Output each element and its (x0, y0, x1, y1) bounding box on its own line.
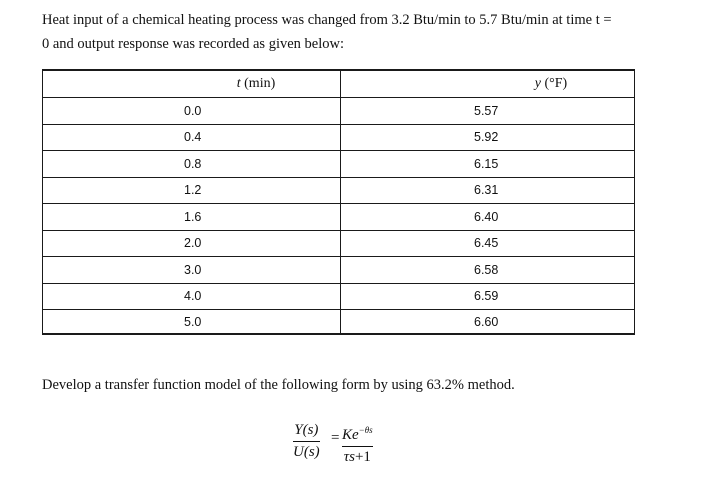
time-cell (43, 204, 341, 231)
time-cell (43, 230, 341, 257)
time-value: 0.8 (184, 156, 202, 171)
output-cell (341, 151, 635, 178)
table-row (43, 98, 635, 125)
column-header-time (43, 70, 341, 98)
time-cell (43, 177, 341, 204)
output-cell (341, 98, 635, 125)
table-row (43, 204, 635, 231)
time-value: 0.4 (184, 130, 202, 145)
table-row (43, 257, 635, 284)
output-value: 6.15 (474, 156, 499, 171)
rhs-denominator-term: τs (343, 449, 355, 465)
intro-line-1: Heat input of a chemical heating process was changed from 3.2 Btu/min to 5.7 Btu/min at time t = (42, 12, 612, 28)
table-body (43, 98, 635, 335)
time-value: 3.0 (184, 262, 202, 277)
rhs-numerator-base: Ke (342, 427, 359, 443)
table-header-row (43, 70, 635, 98)
rhs-numerator-exponent: −θs (358, 425, 373, 435)
lhs-numerator: Y(s) (294, 422, 319, 438)
rhs-fraction (342, 421, 373, 467)
output-cell (341, 204, 635, 231)
time-cell (43, 283, 341, 310)
table-row (43, 310, 635, 335)
output-value: 6.31 (474, 183, 499, 198)
output-value: 6.45 (474, 236, 499, 251)
time-value: 2.0 (184, 236, 202, 251)
lhs-fraction-bar (293, 441, 320, 442)
rhs-denominator-constant: +1 (354, 449, 371, 465)
rhs-denominator (344, 448, 371, 467)
lhs-fraction (293, 421, 320, 462)
table-row (43, 177, 635, 204)
output-cell (341, 283, 635, 310)
task-statement: Develop a transfer function model of the following form by using 63.2% method. (42, 377, 515, 393)
time-variable: t (236, 76, 241, 91)
transfer-function-formula (293, 421, 393, 465)
time-value: 0.0 (184, 103, 202, 118)
output-cell (341, 257, 635, 284)
output-value: 6.59 (474, 289, 499, 304)
output-unit: (°F) (541, 76, 568, 91)
table-row (43, 283, 635, 310)
output-value: 5.57 (474, 103, 499, 118)
column-header-output (341, 70, 635, 98)
response-data-table (42, 69, 635, 335)
table-row (43, 151, 635, 178)
output-cell (341, 124, 635, 151)
time-cell (43, 98, 341, 125)
time-value: 5.0 (184, 314, 202, 329)
table-row (43, 124, 635, 151)
time-cell (43, 124, 341, 151)
output-variable: y (534, 76, 541, 91)
output-value: 6.40 (474, 209, 499, 224)
time-value: 4.0 (184, 289, 202, 304)
output-cell (341, 310, 635, 335)
time-cell (43, 257, 341, 284)
intro-line-2: 0 and output response was recorded as given below: (42, 36, 345, 52)
output-cell (341, 177, 635, 204)
rhs-numerator (342, 421, 373, 445)
lhs-denominator: U(s) (293, 444, 320, 460)
output-cell (341, 230, 635, 257)
time-cell (43, 151, 341, 178)
time-value: 1.2 (184, 183, 202, 198)
equals-sign: = (331, 430, 340, 446)
problem-statement (42, 8, 662, 56)
time-value: 1.6 (184, 209, 202, 224)
time-unit: (min) (240, 76, 276, 91)
output-value: 6.60 (474, 314, 499, 329)
output-value: 6.58 (474, 262, 499, 277)
time-cell (43, 310, 341, 335)
table-row (43, 230, 635, 257)
rhs-fraction-bar (342, 446, 373, 447)
output-value: 5.92 (474, 130, 499, 145)
